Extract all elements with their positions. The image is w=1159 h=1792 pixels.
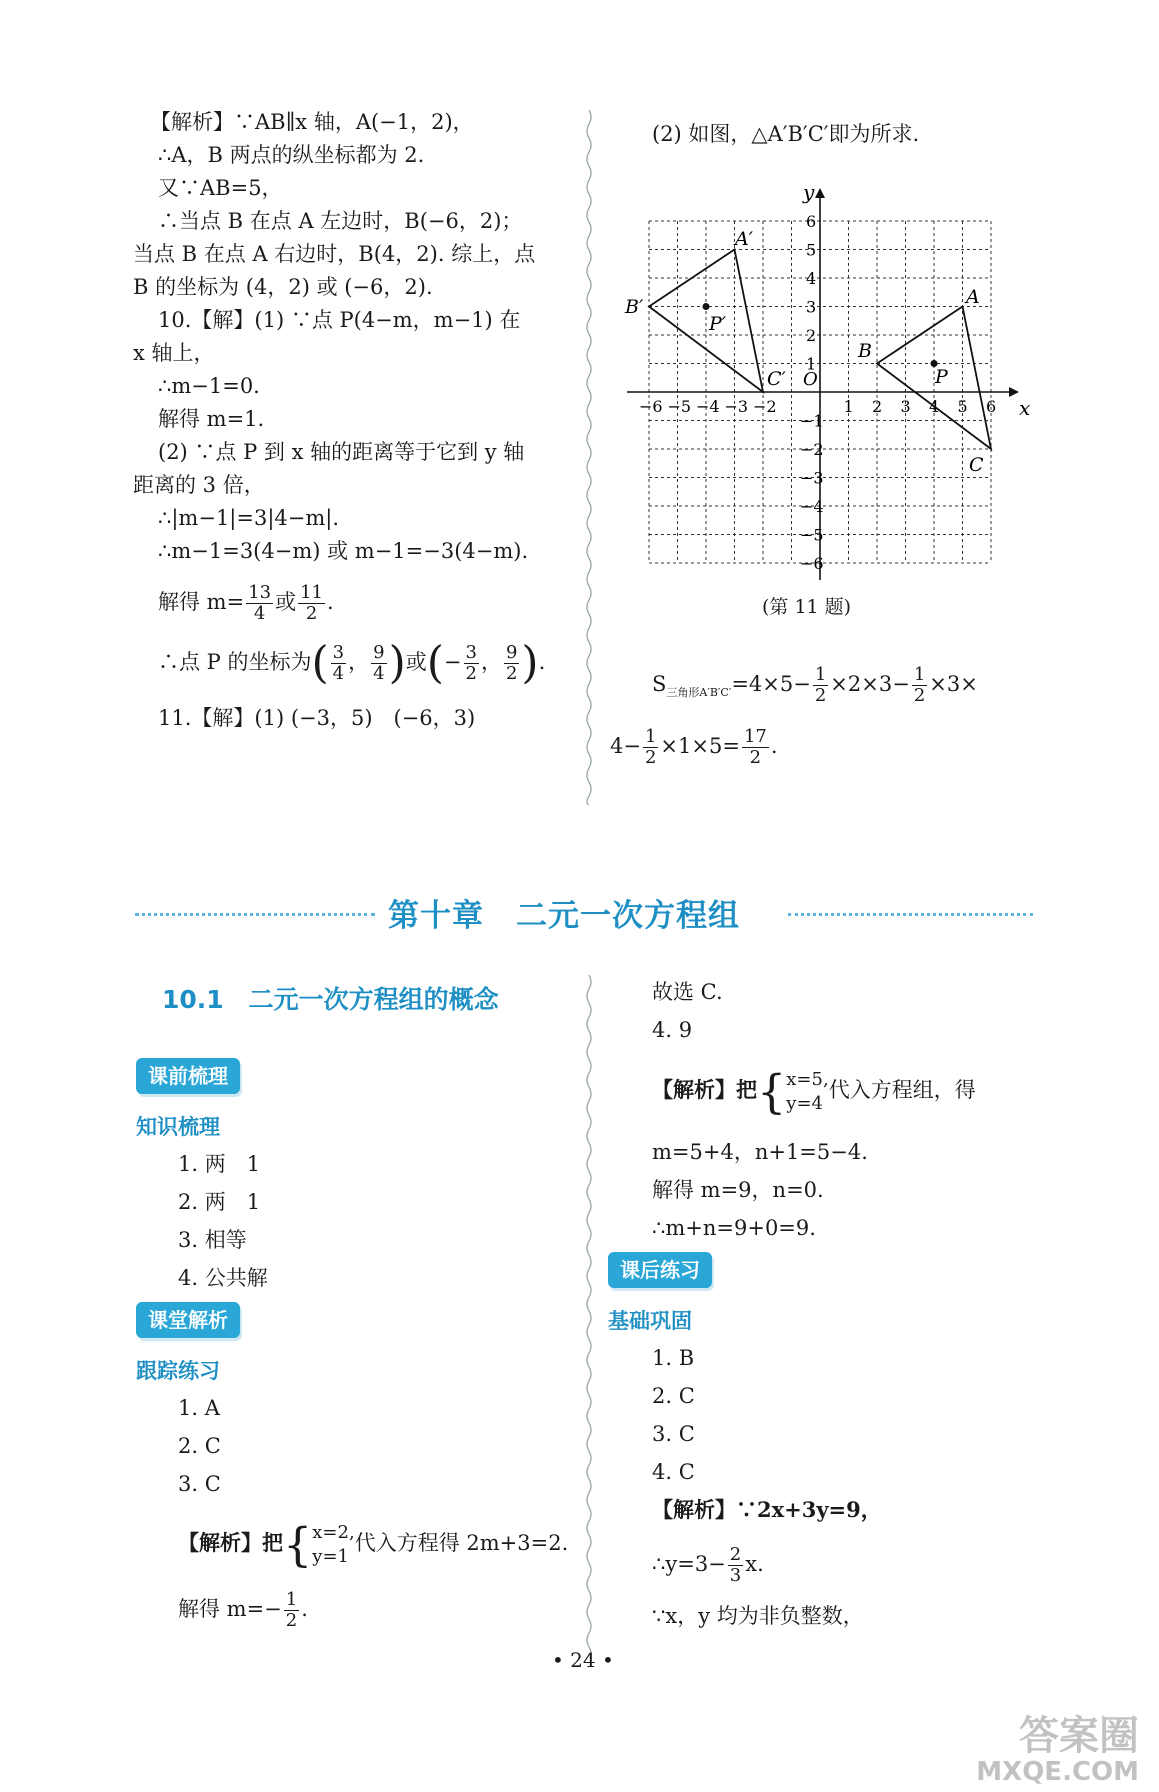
area-line-2 bbox=[610, 722, 778, 770]
fraction bbox=[331, 643, 346, 684]
y-tick-label: −4 bbox=[800, 497, 824, 516]
label-b1: B′ bbox=[625, 296, 644, 318]
denominator: 2 bbox=[913, 685, 926, 706]
watermark bbox=[976, 1714, 1139, 1786]
label-c1: C′ bbox=[767, 368, 786, 390]
solution-line bbox=[178, 1585, 308, 1633]
denominator: 2 bbox=[285, 1610, 298, 1631]
text: 或 bbox=[275, 590, 297, 614]
denominator: 2 bbox=[814, 685, 827, 706]
numerator: 9 bbox=[373, 642, 385, 663]
badge-classroom: 课堂解析 bbox=[136, 1302, 240, 1338]
equation-system bbox=[786, 1068, 828, 1116]
watermark-text: 答案圈 bbox=[1019, 1713, 1139, 1759]
fraction bbox=[464, 643, 479, 684]
column-divider bbox=[584, 975, 594, 1655]
denominator: 2 bbox=[644, 747, 657, 768]
text-line: ∴当点 B 在点 A 左边时，B(−6，2)； bbox=[158, 209, 523, 233]
equation: x=5, bbox=[786, 1068, 829, 1090]
fraction bbox=[643, 727, 658, 768]
list-item: 1. A bbox=[178, 1396, 220, 1420]
text-line: ∵x，y 均为非负整数， bbox=[652, 1604, 864, 1628]
text: ， bbox=[480, 650, 502, 674]
list-item: 3. C bbox=[652, 1422, 695, 1446]
x-tick-label: −3 bbox=[724, 397, 749, 416]
denominator: 4 bbox=[253, 603, 266, 624]
denominator: 2 bbox=[465, 663, 477, 684]
x-tick-label: 1 bbox=[843, 397, 854, 416]
label-b: B bbox=[858, 340, 872, 362]
fraction bbox=[284, 1590, 299, 1631]
numerator: 3 bbox=[465, 642, 477, 663]
text-line: 10.【解】(1) ∵点 P(4−m，m−1) 在 bbox=[158, 308, 521, 332]
fraction bbox=[813, 665, 828, 706]
fraction bbox=[504, 643, 519, 684]
text: 【解析】把 bbox=[178, 1530, 283, 1555]
numerator: 13 bbox=[248, 582, 272, 603]
numerator: 1 bbox=[913, 664, 926, 685]
text-line: ∴m−1=3(4−m) 或 m−1=−3(4−m). bbox=[158, 539, 529, 563]
text: . bbox=[538, 650, 546, 674]
section-title: 10.1 二元一次方程组的概念 bbox=[162, 985, 499, 1014]
numerator: 1 bbox=[285, 1589, 298, 1610]
subhead-knowledge: 知识梳理 bbox=[136, 1115, 220, 1139]
text: . bbox=[301, 1597, 308, 1621]
y-tick-label: −3 bbox=[800, 468, 824, 488]
text-line: 又∵AB=5， bbox=[158, 176, 283, 200]
text-line: 故选 C. bbox=[652, 980, 723, 1004]
text: 或 bbox=[405, 650, 427, 674]
subscript: 三角形A′B′C′ bbox=[666, 686, 732, 700]
label-a: A bbox=[966, 286, 980, 308]
point-p1 bbox=[703, 303, 710, 310]
list-item: 2. C bbox=[652, 1384, 695, 1408]
paren: ) bbox=[388, 637, 406, 689]
text: . bbox=[327, 590, 334, 614]
numerator: 17 bbox=[743, 726, 767, 747]
denominator: 3 bbox=[729, 1565, 742, 1586]
text: ×3× bbox=[929, 672, 978, 696]
text-line: ∴|m−1|=3|4−m|. bbox=[158, 506, 340, 530]
y-tick-label: −5 bbox=[800, 525, 824, 545]
fraction bbox=[742, 727, 769, 768]
text: − bbox=[443, 650, 462, 674]
fraction bbox=[246, 583, 273, 624]
x-tick-label: −4 bbox=[696, 397, 720, 416]
text: ×2×3− bbox=[830, 672, 910, 696]
text-line: (2) 如图，△A′B′C′即为所求. bbox=[652, 122, 920, 146]
area-line-1 bbox=[652, 660, 978, 717]
label-c: C bbox=[969, 454, 984, 476]
equation: y=4 bbox=[786, 1092, 823, 1114]
text-line: m=5+4，n+1=5−4. bbox=[652, 1140, 868, 1164]
text: 解得 m= bbox=[158, 590, 245, 614]
list-item: 4. 公共解 bbox=[178, 1266, 268, 1290]
coordinate-graph bbox=[615, 185, 1035, 595]
x-tick-label: 5 bbox=[957, 397, 968, 416]
text: 代入方程得 2m+3=2. bbox=[354, 1531, 569, 1555]
text: =4×5− bbox=[731, 672, 811, 696]
label-p: P bbox=[935, 366, 948, 388]
text-line: 距离的 3 倍， bbox=[133, 473, 265, 497]
text-line: x 轴上， bbox=[133, 341, 215, 365]
chapter-dots-right bbox=[788, 913, 1033, 916]
y-tick-label: 5 bbox=[806, 240, 817, 260]
text: ×1×5= bbox=[660, 734, 740, 758]
x-tick-label: −6 bbox=[639, 397, 663, 416]
y-tick-label: 3 bbox=[806, 297, 817, 317]
solution-m-line bbox=[158, 578, 334, 626]
point-p-line bbox=[158, 637, 546, 689]
figure-caption: (第 11 题) bbox=[762, 596, 852, 618]
text-line: ∴A，B 两点的纵坐标都为 2. bbox=[158, 143, 425, 167]
text: ， bbox=[348, 650, 370, 674]
text-line: 当点 B 在点 A 右边时，B(4，2). 综上，点 bbox=[133, 242, 536, 266]
origin-label: O bbox=[803, 369, 818, 390]
watermark-url: MXQE.COM bbox=[976, 1757, 1139, 1787]
analysis-line bbox=[652, 1062, 976, 1118]
brace: { bbox=[757, 1064, 787, 1119]
list-item: 2. 两 1 bbox=[178, 1190, 261, 1214]
text: 解得 m=− bbox=[178, 1597, 282, 1621]
denominator: 2 bbox=[749, 747, 762, 768]
y-tick-label: 4 bbox=[806, 269, 817, 288]
label-p1: P′ bbox=[709, 313, 727, 335]
list-item: 3. C bbox=[178, 1472, 221, 1496]
chapter-dots-left bbox=[135, 913, 375, 916]
text-line: 【解析】∵AB∥x 轴，A(−1，2)， bbox=[150, 110, 474, 134]
y-tick-label: 6 bbox=[806, 212, 817, 231]
chapter-title: 第十章 二元一次方程组 bbox=[388, 898, 740, 934]
fraction bbox=[912, 665, 927, 706]
text-line: 解得 m=1. bbox=[158, 407, 265, 431]
label-a1: A′ bbox=[735, 228, 754, 250]
numerator: 1 bbox=[644, 726, 657, 747]
analysis-line bbox=[178, 1515, 568, 1571]
text-line: 解得 m=9，n=0. bbox=[652, 1178, 824, 1202]
list-item: 4. C bbox=[652, 1460, 695, 1484]
x-tick-label: 2 bbox=[872, 397, 883, 416]
denominator: 2 bbox=[305, 603, 318, 624]
numerator: 3 bbox=[332, 642, 345, 663]
y-tick-label: 1 bbox=[806, 354, 817, 374]
paren: ( bbox=[311, 637, 329, 689]
badge-homework: 课后练习 bbox=[608, 1252, 712, 1288]
subhead-basics: 基础巩固 bbox=[608, 1309, 692, 1333]
denominator: 4 bbox=[332, 663, 345, 684]
text-line: B 的坐标为 (4，2) 或 (−6，2). bbox=[133, 275, 433, 299]
numerator: 11 bbox=[300, 582, 323, 603]
y-tick-label: 2 bbox=[806, 326, 817, 345]
text: . bbox=[770, 734, 778, 758]
badge-preview: 课前梳理 bbox=[136, 1058, 240, 1094]
list-item: 1. B bbox=[652, 1346, 695, 1370]
x-tick-label: −2 bbox=[753, 397, 777, 416]
x-tick-label: 4 bbox=[929, 397, 940, 416]
numerator: 9 bbox=[505, 642, 518, 663]
text: 代入方程组，得 bbox=[828, 1078, 976, 1102]
text: S bbox=[652, 672, 667, 696]
text-line: ∴m+n=9+0=9. bbox=[652, 1216, 816, 1240]
paren: ( bbox=[426, 637, 444, 689]
fraction bbox=[298, 583, 325, 624]
y-expression-line bbox=[652, 1540, 764, 1588]
text-line: (2) ∵点 P 到 x 轴的距离等于它到 y 轴 bbox=[158, 440, 525, 464]
subhead-tracking: 跟踪练习 bbox=[136, 1359, 220, 1383]
y-tick-label: −2 bbox=[800, 440, 824, 459]
text: x. bbox=[745, 1552, 764, 1576]
fraction bbox=[728, 1545, 743, 1586]
denominator: 2 bbox=[505, 663, 518, 684]
column-divider bbox=[584, 110, 594, 805]
fraction bbox=[371, 643, 386, 684]
text: 4− bbox=[610, 734, 641, 758]
x-axis-label: x bbox=[1019, 396, 1031, 420]
axes bbox=[627, 188, 1019, 580]
x-tick-label: 3 bbox=[900, 397, 911, 416]
text: 【解析】把 bbox=[652, 1077, 757, 1102]
text: ∴点 P 的坐标为 bbox=[158, 650, 312, 674]
equation-system bbox=[312, 1521, 354, 1569]
list-item: 1. 两 1 bbox=[178, 1152, 261, 1176]
text-line: 4. 9 bbox=[652, 1018, 693, 1042]
x-tick-label: 6 bbox=[986, 397, 997, 416]
text-line: ∴m−1=0. bbox=[158, 374, 260, 398]
numerator: 2 bbox=[729, 1544, 742, 1565]
numerator: 1 bbox=[814, 664, 827, 685]
equation: x=2, bbox=[312, 1521, 355, 1543]
denominator: 4 bbox=[373, 663, 385, 684]
paren: ) bbox=[521, 637, 539, 689]
brace: { bbox=[283, 1517, 313, 1572]
list-item: 3. 相等 bbox=[178, 1228, 247, 1252]
text: ∴y=3− bbox=[652, 1552, 726, 1576]
text-line: 【解析】∵2x+3y=9， bbox=[652, 1497, 882, 1522]
equation: y=1 bbox=[312, 1545, 349, 1567]
page-number: • 24 • bbox=[552, 1648, 614, 1672]
list-item: 2. C bbox=[178, 1434, 221, 1458]
text-line: 11.【解】(1) (−3，5) (−6，3) bbox=[158, 706, 476, 730]
y-tick-label: −1 bbox=[800, 411, 824, 431]
y-tick-label: −6 bbox=[800, 554, 824, 573]
y-axis-label: y bbox=[803, 185, 815, 204]
x-tick-label: −5 bbox=[667, 397, 692, 416]
